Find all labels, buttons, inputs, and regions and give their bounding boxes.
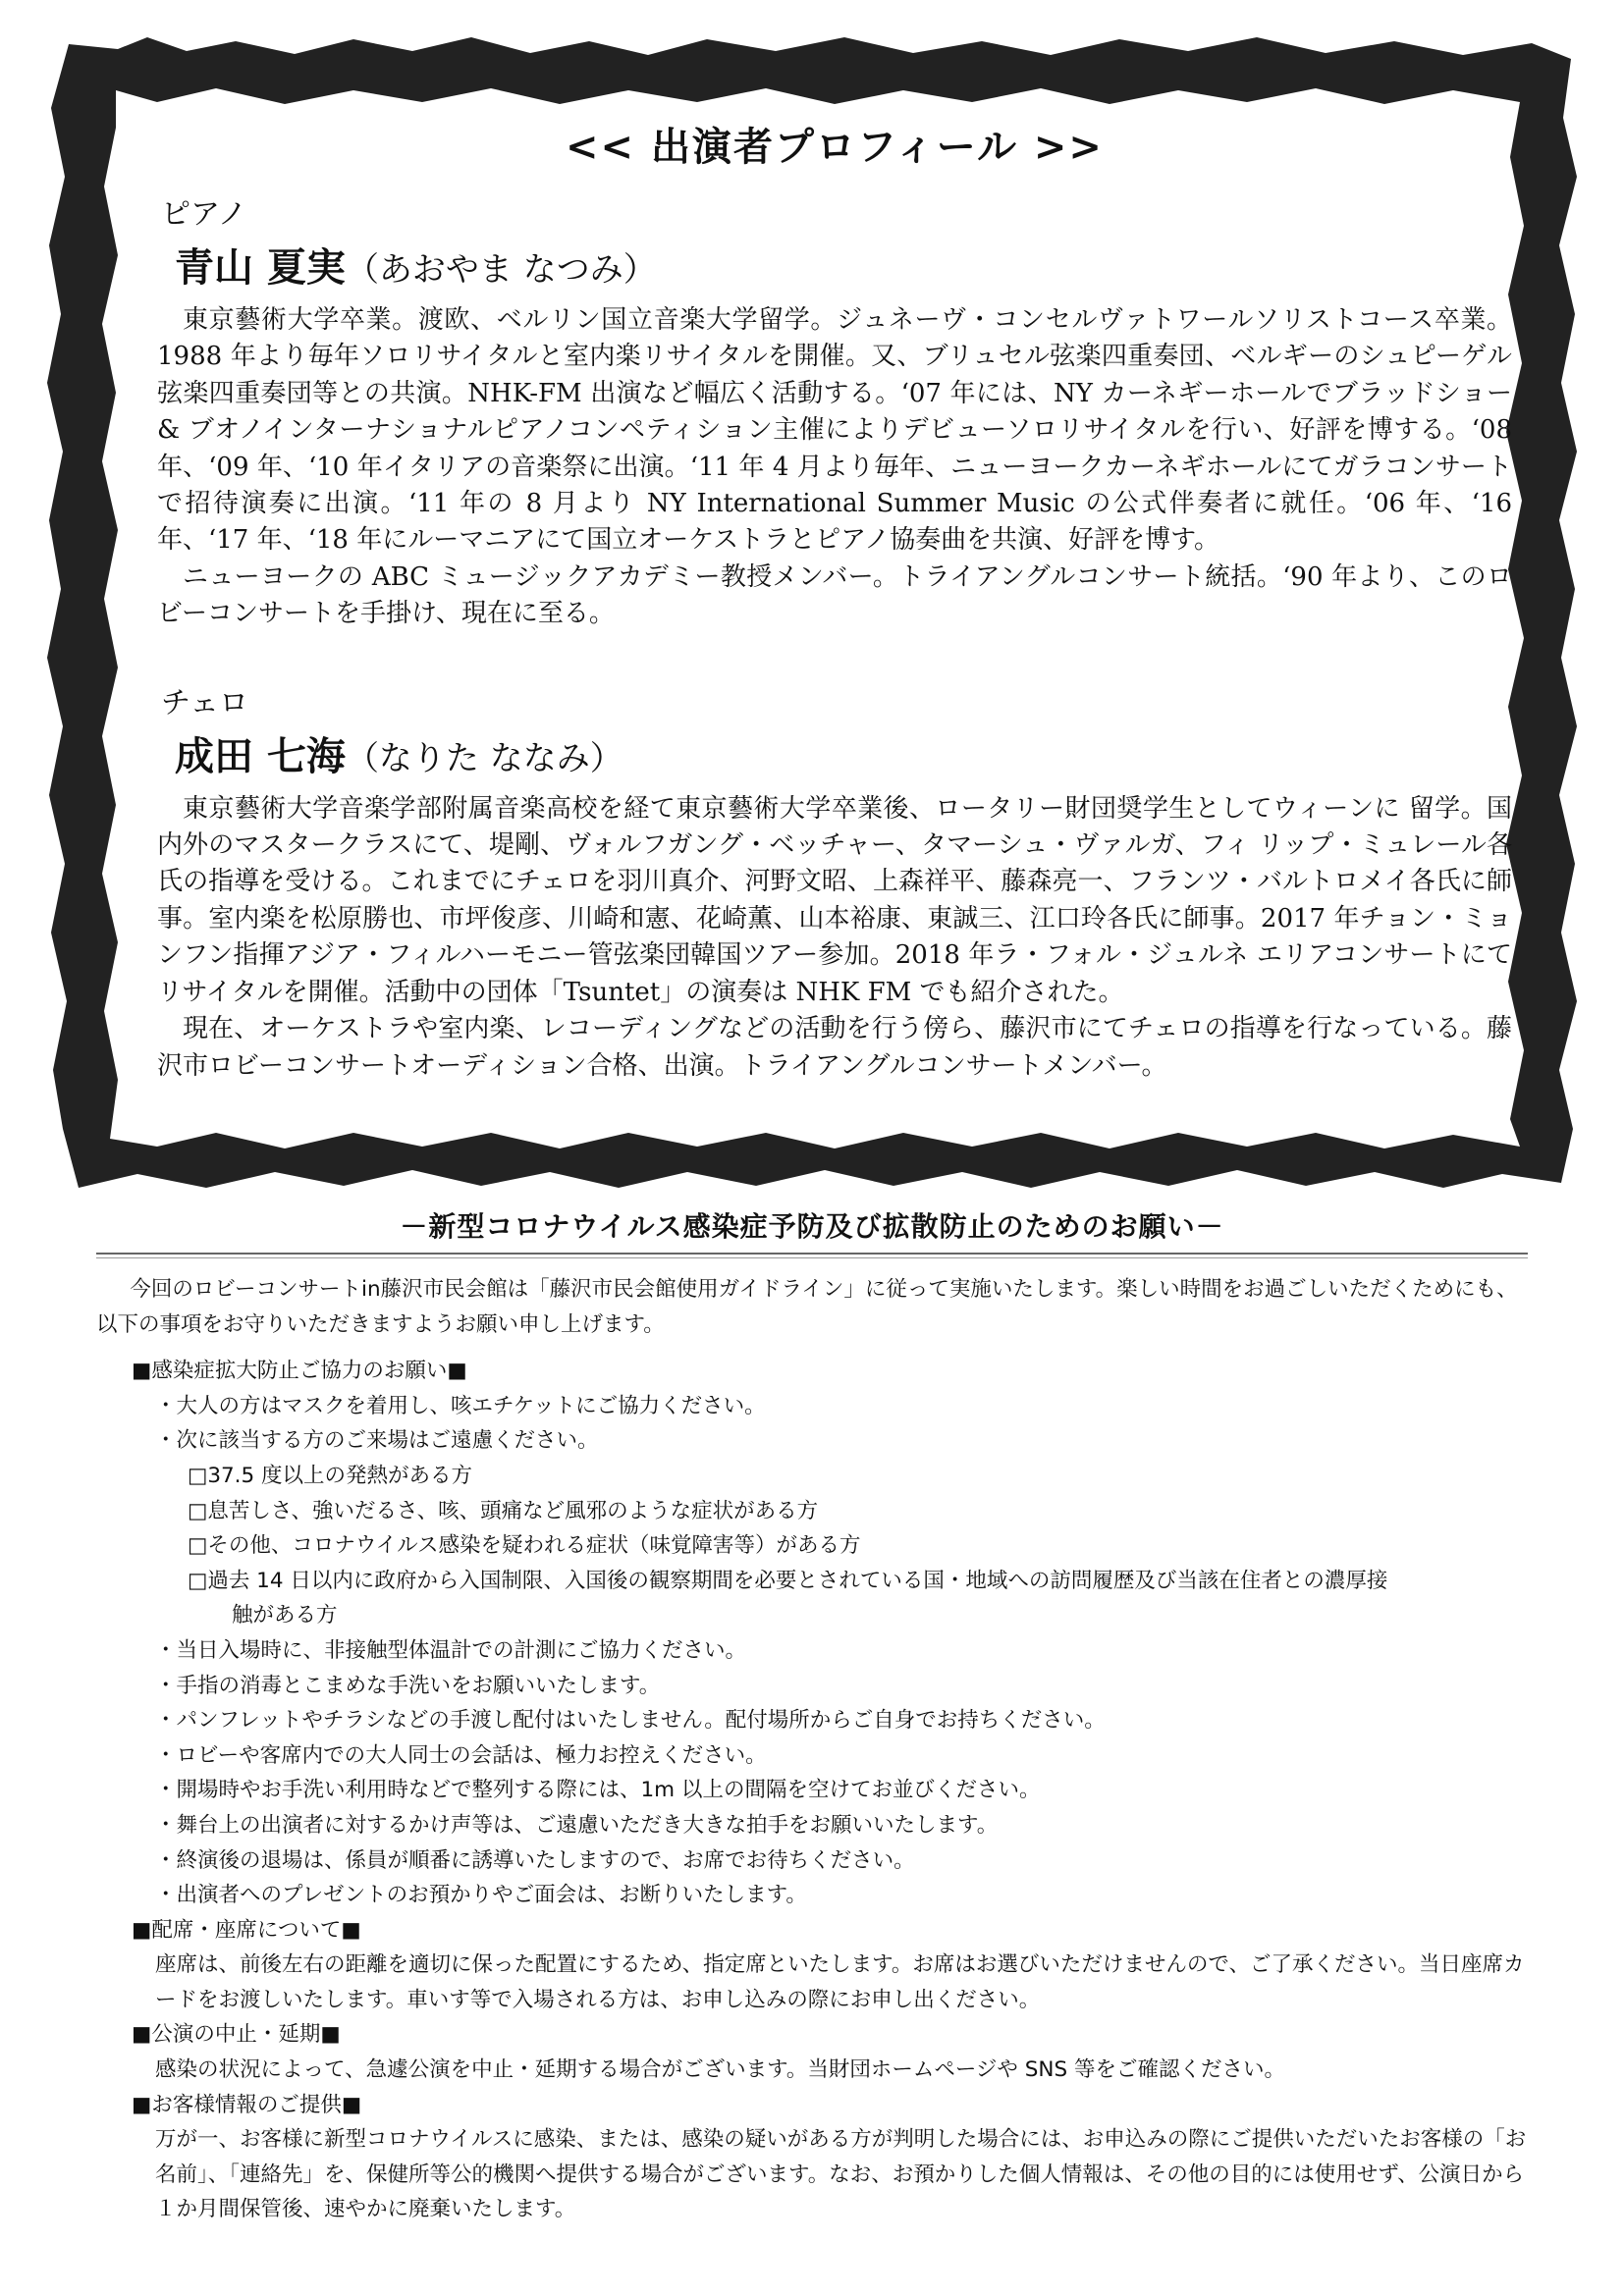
section-heading: ■お客様情報のご提供■ xyxy=(132,2092,362,2117)
notice-title: －新型コロナウイルス感染症予防及び拡散防止のためのお願い－ xyxy=(400,1210,1224,1243)
list-item: ・パンフレットやチラシなどの手渡し配付はいたしません。配付場所からご自身でお持ちください。 xyxy=(155,1708,1106,1734)
list-item: ・手指の消毒とこまめな手洗いをお願いいたします。 xyxy=(155,1673,661,1698)
performer-kana: （あおやま なつみ） xyxy=(345,250,657,290)
list-item: ・出演者へのプレゼントのお預かりやご面会は、お断りいたします。 xyxy=(155,1883,807,1908)
instrument-piano: ピアノ xyxy=(161,197,247,232)
section-text: 座席は、前後左右の距離を適切に保った配置にするため、指定席といたします。お席はお選びいただけませんので、ご了承ください。当日座席カードをお渡しいたします。車いす等で入場される方は、お申し込みの際にお申し出ください。 xyxy=(155,1952,1525,2012)
list-item: ・舞台上の出演者に対するかけ声等は、ご遠慮いただき大きな拍手をお願いいたします。 xyxy=(155,1812,999,1838)
checkbox-item xyxy=(96,1564,1528,1633)
checkbox-item: □その他、コロナウイルス感染を疑われる症状（味覚障害等）がある方 xyxy=(188,1533,861,1559)
list-item: ・終演後の退場は、係員が順番に誘導いたしますので、お席でお待ちください。 xyxy=(155,1847,915,1873)
performer-name: 成田 七海 xyxy=(175,732,346,779)
list-item: ・大人の方はマスクを着用し、咳エチケットにご協力ください。 xyxy=(155,1393,766,1418)
notice-intro: 今回のロビーコンサートin藤沢市民会館は「藤沢市民会館使用ガイドライン」に従って実施いたします。楽しい時間をお過ごしいただくためにも、以下の事項をお守りいただきますようお願い申し上げます。 xyxy=(96,1277,1518,1337)
instrument-cello: チェロ xyxy=(161,685,249,721)
divider xyxy=(96,1257,1528,1258)
bio-paragraph: 東京藝術大学音楽学部附属音楽高校を経て東京藝術大学卒業後、ロータリー財団奨学生としてウィーンに 留学。国内外のマスタークラスにて、堤剛、ヴォルフガング・ベッチャー、タマーシュ・ヴァルガ、フィ リップ・ミュレール各氏の指導を受ける。これまでにチェロを羽川真介、河野文昭、上森祥平、藤森亮一、フランツ・バルトロメイ各氏に師事。室内楽を松原勝也、市坪俊彦、川崎和憲、花崎薫、山本裕康、東誠三、江口玲各氏に師事。2017 年チョン・ミョンフン指揮アジア・フィルハーモニー管弦楽団韓国ツアー参加。2018 年ラ・フォル・ジュルネ エリアコンサートにてリサイタルを開催。活動中の団体「Tsuntet」の演奏は NHK FM でも紹介された。 xyxy=(157,793,1512,1007)
list-item: ・開場時やお手洗い利用時などで整列する際には、1m 以上の間隔を空けてお並びください。 xyxy=(155,1778,1041,1803)
list-item: ・当日入場時に、非接触型体温計での計測にご協力ください。 xyxy=(155,1637,747,1663)
section-heading: ■公演の中止・延期■ xyxy=(132,2022,341,2048)
section-text: 万が一、お客様に新型コロナウイルスに感染、または、感染の疑いがある方が判明した場合には、お申込みの際にご提供いただいたお客様の「お名前」、「連絡先」を、保健所等公的機関へ提供する場合がございます。なお、お預かりした個人情報は、その他の目的には使用せず、公演日から１か月間保管後、速やかに廃棄いたします。 xyxy=(155,2127,1527,2222)
profile-section xyxy=(157,116,1512,1085)
notice-section xyxy=(96,1272,1528,2227)
section-heading: ■配席・座席について■ xyxy=(132,1917,361,1943)
list-item: ・ロビーや客席内での大人同士の会話は、極力お控えください。 xyxy=(155,1742,767,1768)
checkbox-item: □37.5 度以上の発熱がある方 xyxy=(188,1463,473,1488)
section-heading: ■感染症拡大防止ご協力のお願い■ xyxy=(132,1359,467,1384)
profile-title: << 出演者プロフィール >> xyxy=(566,124,1104,170)
checkbox-item: □息苦しさ、強いだるさ、咳、頭痛など風邪のような症状がある方 xyxy=(188,1498,819,1523)
bio-paragraph: ニューヨークの ABC ミュージックアカデミー教授メンバー。トライアングルコンサート統括。‘90 年より、このロビーコンサートを手掛け、現在に至る。 xyxy=(157,561,1512,629)
divider xyxy=(96,1253,1528,1255)
checkbox-item-cont: 触がある方 xyxy=(232,1603,338,1629)
performer-name: 青山 夏実 xyxy=(175,244,346,291)
list-item: ・次に該当する方のご来場はご遠慮ください。 xyxy=(155,1428,599,1454)
performer-name-piano xyxy=(175,237,1512,293)
performer-kana: （なりた ななみ） xyxy=(345,738,623,778)
bio-paragraph: 現在、オーケストラや室内楽、レコーディングなどの活動を行う傍ら、藤沢市にてチェロの指導を行なっている。藤沢市ロビーコンサートオーディション合格、出演。トライアングルコンサートメンバー。 xyxy=(157,1014,1512,1081)
performer-name-cello xyxy=(175,725,1512,781)
checkbox-item-text: □過去 14 日以内に政府から入国制限、入国後の観察期間を必要とされている国・地域への訪問履歴及び当該在住者との濃厚接 xyxy=(188,1568,1388,1593)
section-text: 感染の状況によって、急遽公演を中止・延期する場合がございます。当財団ホームページや SNS 等をご確認ください。 xyxy=(155,2057,1285,2083)
bio-paragraph: 東京藝術大学卒業。渡欧、ベルリン国立音楽大学留学。ジュネーヴ・コンセルヴァトワールソリストコース卒業。1988 年より毎年ソロリサイタルと室内楽リサイタルを開催。又、ブリュセル弦楽四重奏団、ベルギーのシュピーゲル弦楽四重奏団等との共演。NHK-FM 出演など幅広く活動する。‘07 年には、NY カーネギーホールでブラッドショー & ブオノインターナショナルピアノコンペティション主催によりデビューソロリサイタルを行い、好評を博する。‘08 年、‘09 年、‘10 年イタリアの音楽祭に出演。‘11 年 4 月より毎年、ニューヨークカーネギホールにてガラコンサートで招待演奏に出演。‘11 年の 8 月より NY International Summer Music の公式伴奏者に就任。‘06 年、‘16 年、‘17 年、‘18 年にルーマニアにて国立オーケストラとピアノ協奏曲を共演、好評を博す。 xyxy=(157,305,1512,556)
